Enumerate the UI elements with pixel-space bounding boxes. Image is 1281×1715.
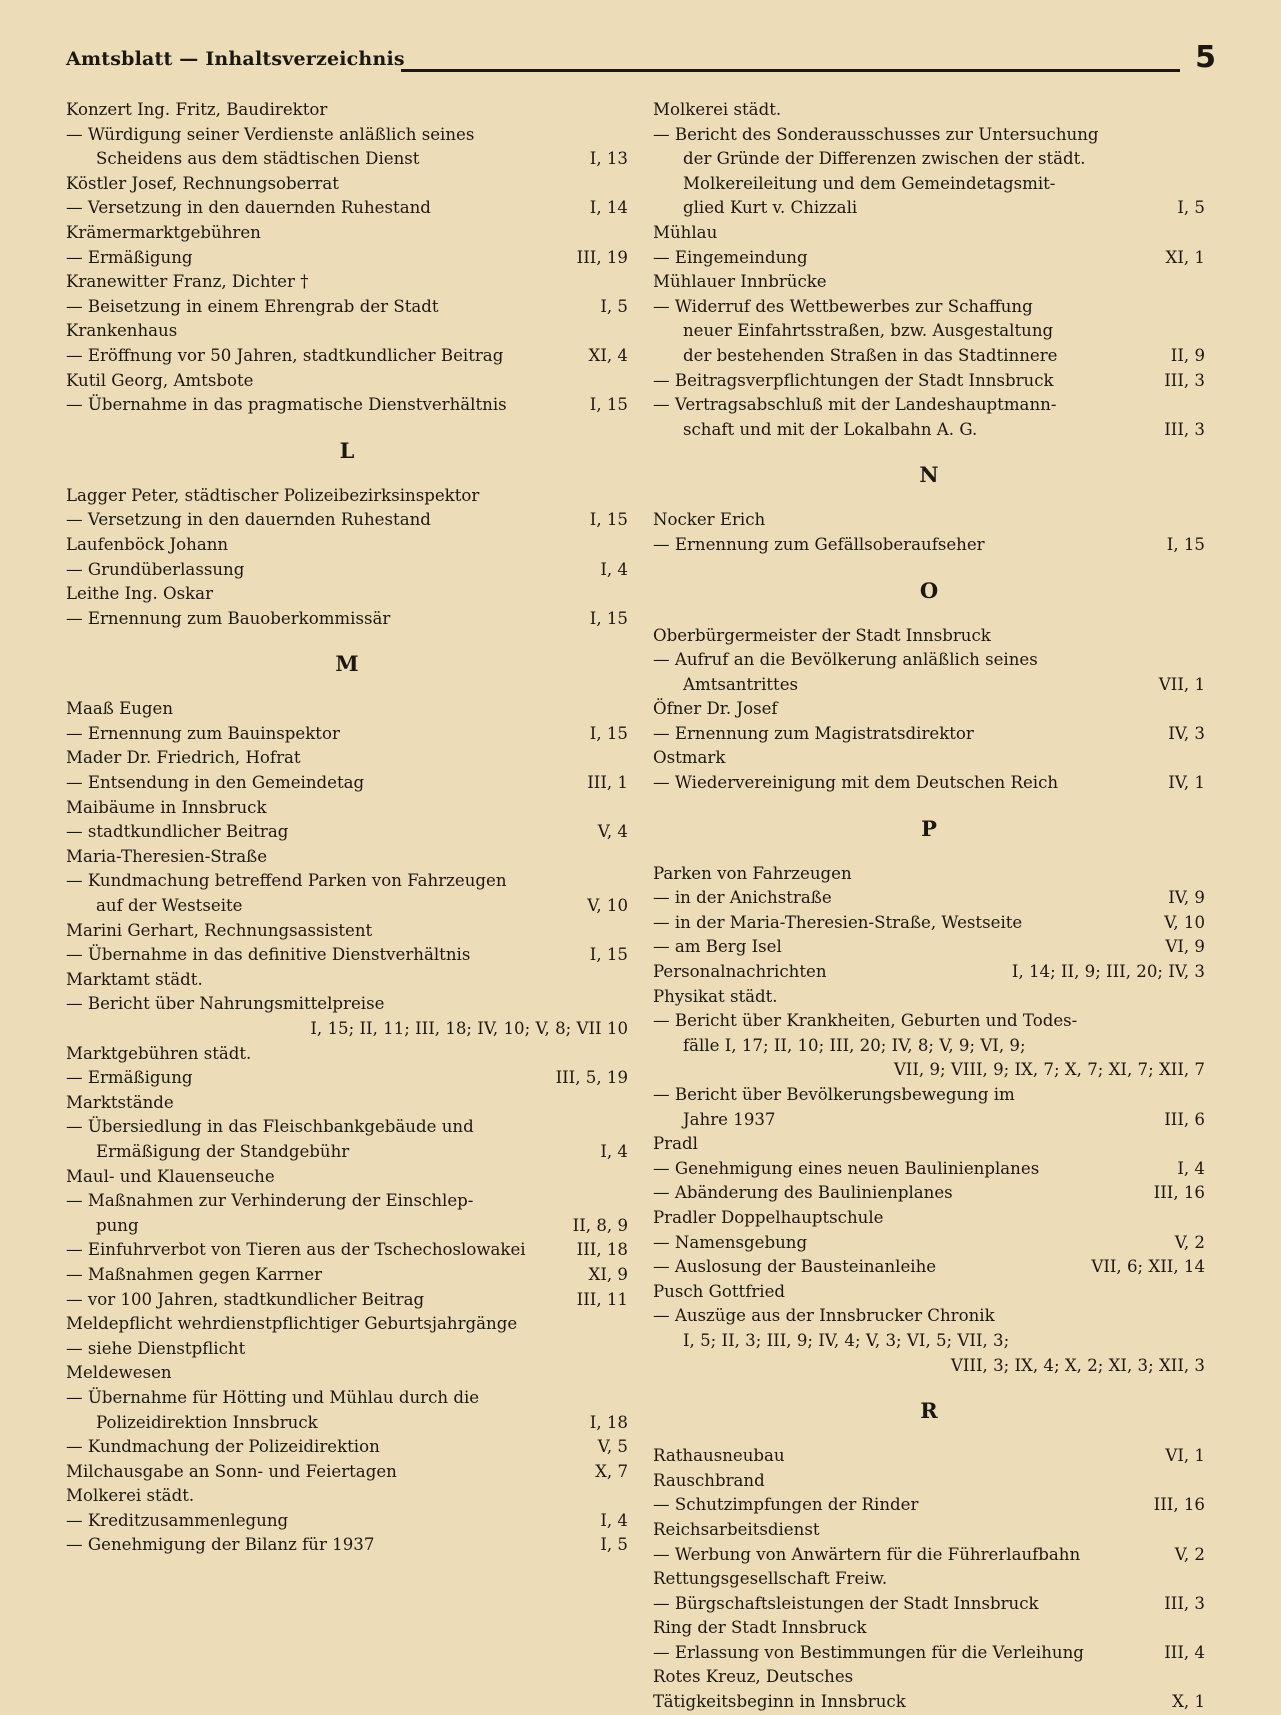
entry-text: — Auszüge aus der Innsbrucker Chronik (653, 1306, 995, 1326)
entry-text: Rotes Kreuz, Deutsches (653, 1667, 854, 1687)
index-subentry (66, 1189, 628, 1214)
index-subentry (66, 393, 628, 418)
index-entry (653, 1206, 1205, 1231)
entry-text: Oberbürgermeister der Stadt Innsbruck (653, 625, 991, 645)
index-subentry (66, 196, 628, 221)
entry-reference: II, 8, 9 (572, 1215, 628, 1235)
index-subentry (653, 648, 1205, 673)
index-subentry (66, 1386, 628, 1411)
entry-text: — Schutzimpfungen der Rinder (653, 1495, 919, 1515)
index-subentry (653, 393, 1205, 418)
index-subentry (653, 673, 1205, 698)
index-subentry (653, 1108, 1205, 1133)
entry-reference: IV, 3 (1168, 723, 1205, 743)
index-entry (66, 172, 628, 197)
entry-text: Krankenhaus (66, 321, 178, 341)
entry-text: — Versetzung in den dauernden Ruhestand (66, 510, 431, 530)
entry-text: — Bericht über Krankheiten, Geburten und Todes- (653, 1011, 1078, 1031)
entry-text: — Würdigung seiner Verdienste anläßlich seines (66, 124, 475, 144)
index-subentry (653, 886, 1205, 911)
entry-reference: III, 18 (576, 1240, 628, 1260)
index-entry (653, 624, 1205, 649)
index-subentry (66, 1017, 628, 1042)
entry-text: — Übernahme in das pragmatische Dienstverhältnis (66, 395, 507, 415)
entry-reference: XI, 4 (588, 345, 628, 365)
entry-text: — Bürgschaftsleistungen der Stadt Innsbruck (653, 1593, 1039, 1613)
index-entry (653, 985, 1205, 1010)
entry-text: — Erlassung von Bestimmungen für die Verleihung (653, 1642, 1084, 1662)
entry-reference: VII, 1 (1158, 674, 1205, 694)
index-subentry (66, 992, 628, 1017)
entry-text: — Maßnahmen gegen Karrner (66, 1264, 323, 1284)
entry-reference: X, 7 (595, 1461, 628, 1481)
index-subentry (66, 1238, 628, 1263)
entry-text: Nocker Erich (653, 510, 766, 530)
index-subentry (653, 319, 1205, 344)
index-subentry (653, 147, 1205, 172)
entry-reference: V, 10 (1164, 912, 1205, 932)
index-entry (653, 270, 1205, 295)
entry-text: Krämermarktgebühren (66, 222, 261, 242)
index-subentry (653, 172, 1205, 197)
section-letter: P (921, 815, 937, 841)
entry-text: Mühlau (653, 222, 718, 242)
index-entry (66, 1484, 628, 1509)
index-entry (66, 919, 628, 944)
entry-reference: VII, 9; VIII, 9; IX, 7; X, 7; XI, 7; XII, 7 (893, 1060, 1205, 1080)
entry-text: — Genehmigung der Bilanz für 1937 (66, 1535, 375, 1555)
entry-text: Personalnachrichten (653, 962, 827, 982)
entry-text: — Vertragsabschluß mit der Landeshauptmann- (653, 395, 1057, 415)
index-subentry (66, 1263, 628, 1288)
entry-text: — Beitragsverpflichtungen der Stadt Innsbruck (653, 370, 1054, 390)
entry-reference: V, 10 (587, 896, 628, 916)
index-entry (653, 1444, 1205, 1469)
entry-text: der Gründe der Differenzen zwischen der städt. (683, 149, 1086, 169)
entry-text: Mader Dr. Friedrich, Hofrat (66, 748, 301, 768)
section-letter: L (339, 437, 355, 463)
index-entry (653, 862, 1205, 887)
index-subentry (653, 196, 1205, 221)
entry-reference: I, 15; II, 11; III, 18; IV, 10; V, 8; VII 10 (310, 1019, 628, 1038)
entry-text: — Ernennung zum Gefällsoberaufseher (653, 534, 985, 554)
entry-text: Pusch Gottfried (653, 1281, 786, 1301)
index-subentry (66, 771, 628, 796)
index-subentry (653, 722, 1205, 747)
index-subentry (66, 1435, 628, 1460)
index-subentry (653, 1058, 1205, 1083)
index-entry (66, 533, 628, 558)
index-entry (653, 1665, 1205, 1690)
entry-text: — Ernennung zum Bauoberkommissär (66, 608, 391, 628)
section-letter: N (919, 462, 939, 488)
entry-reference: II, 9 (1170, 345, 1205, 365)
entry-text: Molkerei städt. (653, 100, 782, 119)
index-entry (66, 221, 628, 246)
index-subentry (653, 1641, 1205, 1666)
entry-text: Scheidens aus dem städtischen Dienst (96, 149, 420, 169)
entry-reference: III, 3 (1164, 370, 1205, 390)
index-subentry (66, 1411, 628, 1436)
page-header (66, 42, 1216, 82)
index-subentry (66, 147, 628, 172)
entry-text: Marktstände (66, 1092, 174, 1112)
entry-reference: III, 1 (587, 773, 628, 793)
entry-reference: VIII, 3; IX, 4; X, 2; XI, 3; XII, 3 (950, 1355, 1205, 1375)
entry-text: Marktgebühren städt. (66, 1043, 252, 1063)
entry-text: Lagger Peter, städtischer Polizeibezirksinspektor (66, 485, 480, 505)
entry-text: Mühlauer Innbrücke (653, 272, 827, 292)
index-entry (66, 697, 628, 722)
entry-text: — Entsendung in den Gemeindetag (66, 773, 365, 793)
entry-reference: I, 15 (589, 510, 628, 530)
index-entry (653, 98, 1205, 123)
entry-text: — Ernennung zum Bauinspektor (66, 723, 340, 743)
index-entry (66, 1460, 628, 1485)
entry-text: Maaß Eugen (66, 699, 174, 719)
index-subentry (66, 1115, 628, 1140)
entry-text: Maibäume in Innsbruck (66, 797, 267, 817)
entry-text: — Werbung von Anwärtern für die Führerlaufbahn (653, 1544, 1081, 1564)
index-subentry (653, 1083, 1205, 1108)
entry-reference: III, 19 (576, 247, 628, 267)
column-right (653, 98, 1205, 1715)
entry-text: — Auslosung der Bausteinanleihe (653, 1257, 937, 1277)
entry-text: — Kundmachung der Polizeidirektion (66, 1437, 380, 1457)
entry-reference: III, 5, 19 (555, 1068, 628, 1088)
index-entry (653, 746, 1205, 771)
index-subentry (66, 1140, 628, 1165)
entry-reference: I, 4 (600, 1141, 628, 1161)
entry-text: Physikat städt. (653, 986, 778, 1006)
index-subentry (66, 295, 628, 320)
entry-reference: V, 4 (597, 822, 628, 842)
entry-text: — Wiedervereinigung mit dem Deutschen Reich (653, 773, 1059, 793)
entry-text: glied Kurt v. Chizzali (683, 198, 858, 218)
index-subentry (653, 369, 1205, 394)
index-entry (653, 1690, 1205, 1715)
header-title: Amtsblatt — Inhaltsverzeichnis (66, 48, 405, 70)
entry-reference: III, 4 (1164, 1642, 1205, 1662)
section-letter: O (919, 577, 939, 603)
entry-reference: I, 4 (600, 1510, 628, 1530)
index-entry (66, 845, 628, 870)
entry-text: Ring der Stadt Innsbruck (653, 1618, 867, 1638)
entry-text: — siehe Dienstpflicht (66, 1338, 246, 1358)
entry-text: — Aufruf an die Bevölkerung anläßlich seines (653, 650, 1038, 670)
header-rule (401, 69, 1180, 72)
entry-text: der bestehenden Straßen in das Stadtinnere (683, 345, 1058, 365)
entry-text: Marini Gerhart, Rechnungsassistent (66, 920, 373, 940)
entry-text: — Bericht über Bevölkerungsbewegung im (653, 1085, 1015, 1104)
index-subentry (653, 1181, 1205, 1206)
index-entry (66, 98, 628, 123)
entry-reference: VI, 1 (1165, 1446, 1205, 1466)
index-subentry (653, 1543, 1205, 1568)
entry-text: Pradl (653, 1134, 698, 1154)
entry-text: Jahre 1937 (683, 1109, 776, 1129)
index-subentry (653, 418, 1205, 443)
index-entry (66, 270, 628, 295)
index-subentry (653, 1304, 1205, 1329)
index-subentry (653, 344, 1205, 369)
entry-text: — am Berg Isel (653, 937, 782, 957)
index-subentry (653, 533, 1205, 558)
entry-text: — Abänderung des Baulinienplanes (653, 1183, 953, 1203)
entry-text: — Bericht des Sonderausschusses zur Untersuchung (653, 124, 1099, 144)
entry-text: — Eröffnung vor 50 Jahren, stadtkundlicher Beitrag (66, 345, 504, 365)
index-subentry (653, 1354, 1205, 1379)
index-subentry (66, 722, 628, 747)
index-subentry (66, 1509, 628, 1534)
entry-text: Öfner Dr. Josef (653, 699, 778, 719)
section-letter: R (920, 1398, 938, 1424)
index-subentry (653, 1009, 1205, 1034)
entry-text: — Grundüberlassung (66, 559, 245, 579)
index-subentry (653, 246, 1205, 271)
entry-text: — in der Anichstraße (653, 888, 832, 908)
index-entry (653, 1280, 1205, 1305)
page-number: 5 (1195, 40, 1216, 75)
entry-reference: V, 5 (597, 1437, 628, 1457)
entry-text: neuer Einfahrtsstraßen, bzw. Ausgestaltung (683, 321, 1054, 341)
entry-text: Pradler Doppelhauptschule (653, 1207, 884, 1227)
entry-text: — Übernahme in das definitive Dienstverhältnis (66, 945, 471, 965)
entry-text: Kutil Georg, Amtsbote (66, 370, 254, 390)
entry-text: — Maßnahmen zur Verhinderung der Einschlep- (66, 1191, 474, 1211)
entry-reference: I, 5 (1177, 198, 1205, 218)
entry-reference: IV, 1 (1168, 773, 1205, 793)
entry-text: — Übernahme für Hötting und Mühlau durch die (66, 1387, 480, 1407)
index-entry (653, 1616, 1205, 1641)
entry-reference: III, 3 (1164, 419, 1205, 439)
entry-text: — Ernennung zum Magistratsdirektor (653, 723, 974, 743)
entry-text: Meldepflicht wehrdienstpflichtiger Geburtsjahrgänge (66, 1314, 518, 1334)
index-entry (66, 582, 628, 607)
index-subentry (653, 911, 1205, 936)
entry-reference: I, 13 (589, 149, 628, 169)
index-subentry (66, 869, 628, 894)
index-entry (66, 968, 628, 993)
entry-reference: I, 14; II, 9; III, 20; IV, 3 (1011, 962, 1205, 982)
index-subentry (66, 1533, 628, 1558)
entry-text: Meldewesen (66, 1363, 172, 1383)
entry-text: Tätigkeitsbeginn in Innsbruck (653, 1692, 906, 1712)
entry-text: fälle I, 17; II, 10; III, 20; IV, 8; V, 9; VI, 9; (683, 1035, 1026, 1055)
entry-text: Maul- und Klauenseuche (66, 1166, 275, 1186)
index-subentry (653, 1034, 1205, 1059)
entry-reference: I, 15 (589, 395, 628, 415)
entry-reference: V, 2 (1174, 1232, 1205, 1252)
entry-reference: I, 15 (589, 608, 628, 628)
entry-text: Molkerei städt. (66, 1486, 195, 1506)
index-subentry (66, 943, 628, 968)
entry-reference: III, 11 (576, 1289, 628, 1309)
entry-text: — Kreditzusammenlegung (66, 1510, 289, 1530)
index-subentry (653, 295, 1205, 320)
entry-reference: III, 3 (1164, 1593, 1205, 1613)
entry-reference: XI, 9 (588, 1264, 628, 1284)
entry-reference: I, 18 (589, 1412, 628, 1432)
entry-text: Ostmark (653, 748, 726, 768)
index-entry (66, 796, 628, 821)
index-subentry (66, 123, 628, 148)
entry-reference: III, 6 (1164, 1109, 1205, 1129)
entry-reference: X, 1 (1172, 1692, 1205, 1712)
entry-text: Köstler Josef, Rechnungsoberrat (66, 173, 339, 193)
index-subentry (653, 1157, 1205, 1182)
index-entry (66, 369, 628, 394)
entry-text: auf der Westseite (96, 896, 243, 916)
index-subentry (66, 246, 628, 271)
index-subentry (653, 771, 1205, 796)
index-subentry (653, 123, 1205, 148)
index-subentry (653, 935, 1205, 960)
entry-text: — Versetzung in den dauernden Ruhestand (66, 198, 431, 218)
index-entry (66, 1165, 628, 1190)
entry-text: Molkereileitung und dem Gemeindetagsmit- (683, 173, 1056, 193)
index-subentry (66, 344, 628, 369)
entry-text: Rettungsgesellschaft Freiw. (653, 1569, 888, 1589)
entry-text: — Beisetzung in einem Ehrengrab der Stadt (66, 296, 439, 316)
entry-text: Leithe Ing. Oskar (66, 584, 214, 604)
index-entry (653, 960, 1205, 985)
index-entry (653, 1132, 1205, 1157)
entry-text: — Ermäßigung (66, 247, 193, 267)
index-subentry (653, 1493, 1205, 1518)
entry-text: Ermäßigung der Standgebühr (96, 1141, 350, 1161)
entry-reference: VII, 6; XII, 14 (1091, 1257, 1205, 1277)
entry-text: Rauschbrand (653, 1470, 765, 1490)
entry-text: — vor 100 Jahren, stadtkundlicher Beitrag (66, 1289, 425, 1309)
entry-text: schaft und mit der Lokalbahn A. G. (683, 419, 978, 439)
entry-text: Reichsarbeitsdienst (653, 1519, 820, 1539)
entry-text: Konzert Ing. Fritz, Baudirektor (66, 100, 328, 119)
entry-reference: V, 2 (1174, 1544, 1205, 1564)
entry-text: Maria-Theresien-Straße (66, 846, 268, 866)
entry-text: — Widerruf des Wettbewerbes zur Schaffung (653, 296, 1033, 316)
index-subentry (653, 1329, 1205, 1354)
entry-reference: I, 15 (589, 945, 628, 965)
section-letter: M (335, 651, 359, 677)
entry-reference: I, 4 (1177, 1158, 1205, 1178)
index-subentry (653, 1592, 1205, 1617)
index-subentry (66, 1214, 628, 1239)
index-subentry (66, 508, 628, 533)
index-subentry (66, 820, 628, 845)
entry-text: Rathausneubau (653, 1446, 785, 1466)
entry-text: — in der Maria-Theresien-Straße, Westseite (653, 912, 1023, 932)
entry-reference: VI, 9 (1165, 937, 1205, 957)
entry-reference: III, 16 (1153, 1495, 1205, 1515)
index-entry (66, 1361, 628, 1386)
entry-text: — Einfuhrverbot von Tieren aus der Tschechoslowakei (66, 1240, 526, 1260)
index-subentry (66, 894, 628, 919)
entry-reference: IV, 9 (1168, 888, 1205, 908)
entry-text: — stadtkundlicher Beitrag (66, 822, 289, 842)
index-entry (66, 319, 628, 344)
entry-text: Laufenböck Johann (66, 534, 229, 554)
index-entry (653, 221, 1205, 246)
entry-text: Marktamt städt. (66, 969, 203, 989)
index-entry (66, 1042, 628, 1067)
entry-text: — Übersiedlung in das Fleischbankgebäude und (66, 1117, 474, 1137)
entry-text: Polizeidirektion Innsbruck (96, 1412, 318, 1432)
entry-text: I, 5; II, 3; III, 9; IV, 4; V, 3; VI, 5; VII, 3; (683, 1330, 1010, 1350)
index-subentry (66, 1337, 628, 1362)
index-subentry (66, 558, 628, 583)
index-entry (653, 1469, 1205, 1494)
entry-reference: I, 4 (600, 559, 628, 579)
entry-reference: I, 15 (589, 723, 628, 743)
index-entry (653, 1567, 1205, 1592)
index-subentry (66, 1288, 628, 1313)
index-entry (653, 508, 1205, 533)
entry-text: — Ermäßigung (66, 1068, 193, 1088)
entry-text: — Eingemeindung (653, 247, 808, 267)
entry-text: — Genehmigung eines neuen Baulinienplanes (653, 1158, 1040, 1178)
index-entry (653, 1518, 1205, 1543)
entry-text: Parken von Fahrzeugen (653, 863, 852, 883)
index-subentry (653, 1255, 1205, 1280)
entry-reference: I, 14 (589, 198, 628, 218)
entry-text: Kranewitter Franz, Dichter † (66, 272, 309, 292)
entry-text: pung (96, 1215, 139, 1235)
entry-text: Amtsantrittes (683, 674, 799, 694)
index-subentry (66, 1066, 628, 1091)
entry-reference: III, 16 (1153, 1183, 1205, 1203)
entry-text: — Namensgebung (653, 1232, 808, 1252)
index-entry (66, 1091, 628, 1116)
index-subentry (653, 1231, 1205, 1256)
entry-reference: XI, 1 (1165, 247, 1205, 267)
entry-reference: I, 5 (600, 296, 628, 316)
index-subentry (66, 607, 628, 632)
index-entry (66, 484, 628, 509)
entry-reference: I, 15 (1166, 534, 1205, 554)
column-left (66, 98, 628, 1558)
entry-text: — Bericht über Nahrungsmittelpreise (66, 994, 385, 1014)
entry-reference: I, 5 (600, 1535, 628, 1555)
entry-text: Milchausgabe an Sonn- und Feiertagen (66, 1461, 397, 1481)
entry-text: — Kundmachung betreffend Parken von Fahrzeugen (66, 871, 507, 891)
index-entry (66, 746, 628, 771)
index-entry (66, 1312, 628, 1337)
index-entry (653, 697, 1205, 722)
